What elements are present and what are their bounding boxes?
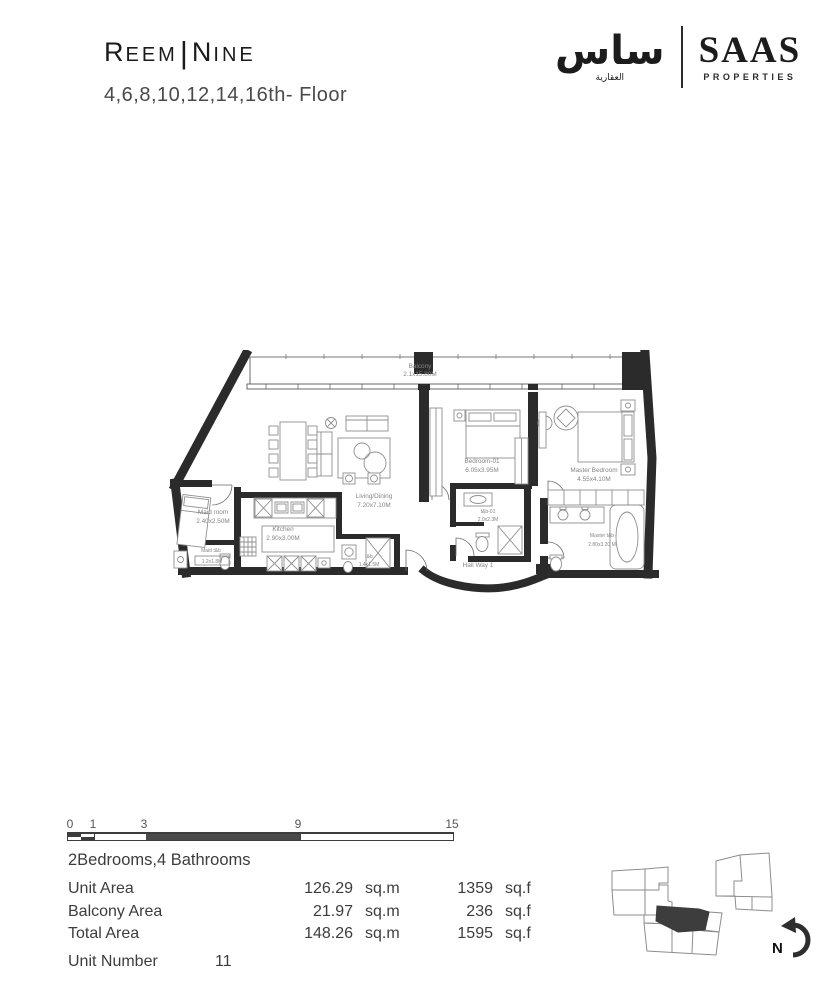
room-label-hallway: Hall Way 1 xyxy=(462,562,494,569)
room-label-bedroom01: Bedroom-01 xyxy=(464,458,500,465)
arabic-wordmark-sub: العقارية xyxy=(595,73,625,83)
room-size-bedroom01: 6.05x3.95M xyxy=(465,467,499,474)
master-closet-icon xyxy=(548,490,644,505)
window-wall xyxy=(247,384,624,389)
room-label-master: Master Bedroom xyxy=(570,467,618,474)
area-row-metric: 126.29 xyxy=(304,880,353,898)
room-label-balcony: Balcony xyxy=(408,363,432,370)
brand-reem-initial: R xyxy=(104,37,126,67)
area-row-metric-unit: sq.m xyxy=(365,902,400,920)
brand-divider: | xyxy=(179,35,190,70)
area-row-label: Unit Area xyxy=(68,880,134,898)
room-label-master-tb: Master t&b xyxy=(589,533,615,539)
room-labels xyxy=(196,363,617,569)
room-label-kitchen: Kitchen xyxy=(272,526,294,533)
unit-number-label: Unit Number xyxy=(68,952,158,970)
area-row-imperial: 236 xyxy=(466,902,493,920)
unit-summary: 2Bedrooms,4 Bathrooms xyxy=(68,851,251,869)
brand-reem-rest: EEM xyxy=(125,44,178,66)
balcony-rail xyxy=(250,354,640,386)
room-size-maid: 2.40x2.50M xyxy=(196,518,230,525)
room-size-master-tb: 2.80x3.20 M xyxy=(588,542,616,548)
area-row-imperial: 1359 xyxy=(457,880,493,898)
room-size-balcony: 2.1x15.80M xyxy=(403,371,437,378)
area-row xyxy=(68,901,548,924)
room-size-living: 7.20x7.10M xyxy=(357,502,391,509)
scale-tick-label: 15 xyxy=(445,817,459,831)
area-row-imperial-unit: sq.f xyxy=(505,880,531,898)
saas-wordmark xyxy=(699,32,802,82)
room-size-tb01: 2.0x2.3M xyxy=(477,517,499,523)
north-arrowhead-icon xyxy=(781,917,796,933)
arabic-wordmark-main: ساس xyxy=(555,28,665,74)
unit-number-value: 11 xyxy=(215,952,232,970)
area-row-imperial-unit: sq.f xyxy=(505,925,531,943)
room-size-kitchen: 2.90x3.00M xyxy=(266,535,300,542)
tb01-door-icon xyxy=(456,538,474,556)
area-row-metric: 21.97 xyxy=(312,902,353,920)
properties-label: PROPERTIES xyxy=(703,72,797,82)
area-row-metric-unit: sq.m xyxy=(365,925,400,943)
floor-title: 4,6,8,10,12,14,16th- Floor xyxy=(104,84,348,106)
master-bed-icon xyxy=(538,400,635,475)
key-plan xyxy=(600,843,820,973)
room-label-maid-tb: Maid t&b xyxy=(201,548,221,554)
arabic-wordmark xyxy=(555,28,665,83)
room-label-tb-small: t&b xyxy=(365,554,373,560)
maid-door-icon xyxy=(212,485,232,505)
north-label: N xyxy=(772,940,783,957)
room-size-tb-small: 1.4x1.5M xyxy=(358,562,380,568)
corridor-cabinet-icon xyxy=(430,408,442,496)
unit-details xyxy=(68,851,548,974)
area-row-metric-unit: sq.m xyxy=(365,880,400,898)
scale-tick-label: 3 xyxy=(140,817,148,831)
scale-tick-label: 0 xyxy=(66,817,74,831)
room-size-master: 4.55x4.10M xyxy=(577,476,611,483)
reem-nine-logo xyxy=(104,33,256,69)
saas-logo xyxy=(555,26,801,88)
brand-nine-initial: N xyxy=(191,37,214,67)
building-footprint xyxy=(612,853,772,955)
furniture xyxy=(174,400,644,573)
unit-number-row xyxy=(68,950,548,974)
area-row-label: Total Area xyxy=(68,925,140,943)
room-label-maid: Maid room xyxy=(197,509,229,516)
area-row-imperial: 1595 xyxy=(457,925,493,943)
area-row xyxy=(68,878,548,901)
north-indicator xyxy=(772,917,808,957)
scale-bar xyxy=(66,817,459,843)
highlighted-unit xyxy=(656,906,709,932)
scale-bar-strip xyxy=(67,832,454,841)
room-label-living: Living/Dining xyxy=(355,493,393,500)
saas-wordmark-main: SAAS xyxy=(698,30,802,71)
dining-table-icon xyxy=(269,422,317,480)
brand-nine-rest: INE xyxy=(213,44,256,66)
area-row-imperial-unit: sq.f xyxy=(505,902,531,920)
area-row xyxy=(68,923,548,946)
ceiling-lamp-icon xyxy=(326,418,337,429)
scale-tick-label: 1 xyxy=(89,817,97,831)
logo-divider xyxy=(681,26,683,88)
room-label-tb01: t&b-01 xyxy=(480,509,496,515)
floor-plan xyxy=(166,350,666,600)
scale-tick-label: 9 xyxy=(294,817,302,831)
area-row-label: Balcony Area xyxy=(68,902,163,920)
area-row-metric: 148.26 xyxy=(304,925,353,943)
room-size-maid-tb: 1.2x1.8M xyxy=(201,559,223,565)
